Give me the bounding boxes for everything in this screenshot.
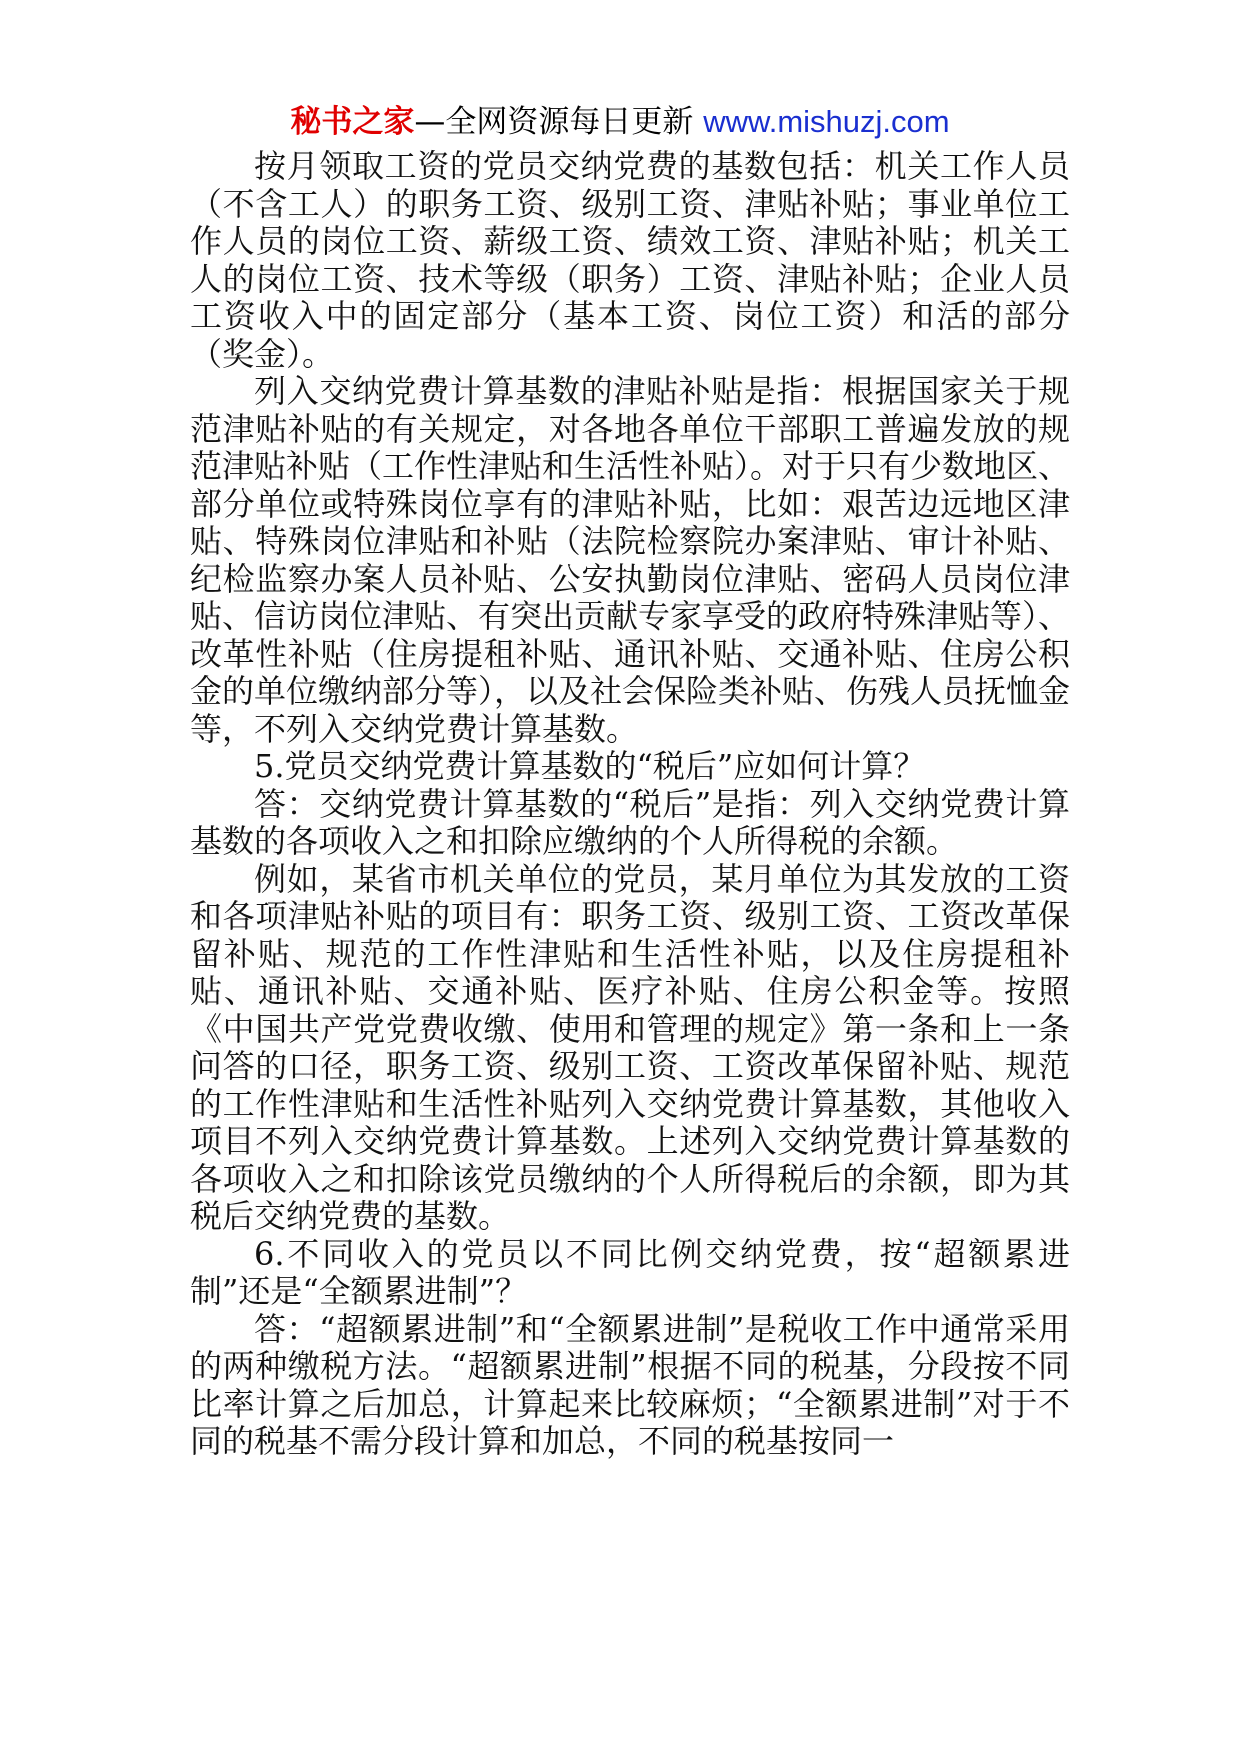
answer-6: 答：“超额累进制”和“全额累进制”是税收工作中通常采用的两种缴税方法。“超额累进制”根据不同的税基，分段按不同比率计算之后加总，计算起来比较麻烦；“全额累进制”对于不同的税基不需分段计算和加总，不同的税基按同一 (190, 1309, 1070, 1460)
paragraph-payment-base: 按月领取工资的党员交纳党费的基数包括：机关工作人员（不含工人）的职务工资、级别工资、津贴补贴；事业单位工作人员的岗位工资、薪级工资、绩效工资、津贴补贴；机关工人的岗位工资、技术等级（职务）工资、津贴补贴；企业人员工资收入中的固定部分（基本工资、岗位工资）和活的部分（奖金）。 (190, 147, 1070, 373)
paragraph-allowance-definition: 列入交纳党费计算基数的津贴补贴是指：根据国家关于规范津贴补贴的有关规定，对各地各单位干部职工普遍发放的规范津贴补贴（工作性津贴和生活性补贴）。对于只有少数地区、部分单位或特殊岗位享有的津贴补贴，比如：艰苦边远地区津贴、特殊岗位津贴和补贴（法院检察院办案津贴、审计补贴、纪检监察办案人员补贴、公安执勤岗位津贴、密码人员岗位津贴、信访岗位津贴、有突出贡献专家享受的政府特殊津贴等）、改革性补贴（住房提租补贴、通讯补贴、交通补贴、住房公积金的单位缴纳部分等），以及社会保险类补贴、伤残人员抚恤金等，不列入交纳党费计算基数。 (190, 372, 1071, 748)
header-tagline: —全网资源每日更新 (414, 104, 694, 140)
page-header (0, 102, 1240, 142)
answer-5: 答：交纳党费计算基数的“税后”是指：列入交纳党费计算基数的各项收入之和扣除应缴纳的个人所得税的余额。 (190, 784, 1070, 860)
website-link[interactable]: www.mishuzj.com (703, 104, 950, 139)
brand-name: 秘书之家 (290, 104, 415, 140)
document-body (190, 148, 1070, 1461)
question-5: 5.党员交纳党费计算基数的“税后”应如何计算？ (254, 747, 926, 785)
question-6: 6.不同收入的党员以不同比例交纳党费，按“超额累进制”还是“全额累进制”？ (190, 1234, 1070, 1310)
paragraph-example: 例如，某省市机关单位的党员，某月单位为其发放的工资和各项津贴补贴的项目有：职务工资、级别工资、工资改革保留补贴、规范的工作性津贴和生活性补贴，以及住房提租补贴、通讯补贴、交通补贴、医疗补贴、住房公积金等。按照《中国共产党党费收缴、使用和管理的规定》第一条和上一条问答的口径，职务工资、级别工资、工资改革保留补贴、规范的工作性津贴和生活性补贴列入交纳党费计算基数，其他收入项目不列入交纳党费计算基数。上述列入交纳党费计算基数的各项收入之和扣除该党员缴纳的个人所得税后的余额，即为其税后交纳党费的基数。 (190, 859, 1070, 1235)
